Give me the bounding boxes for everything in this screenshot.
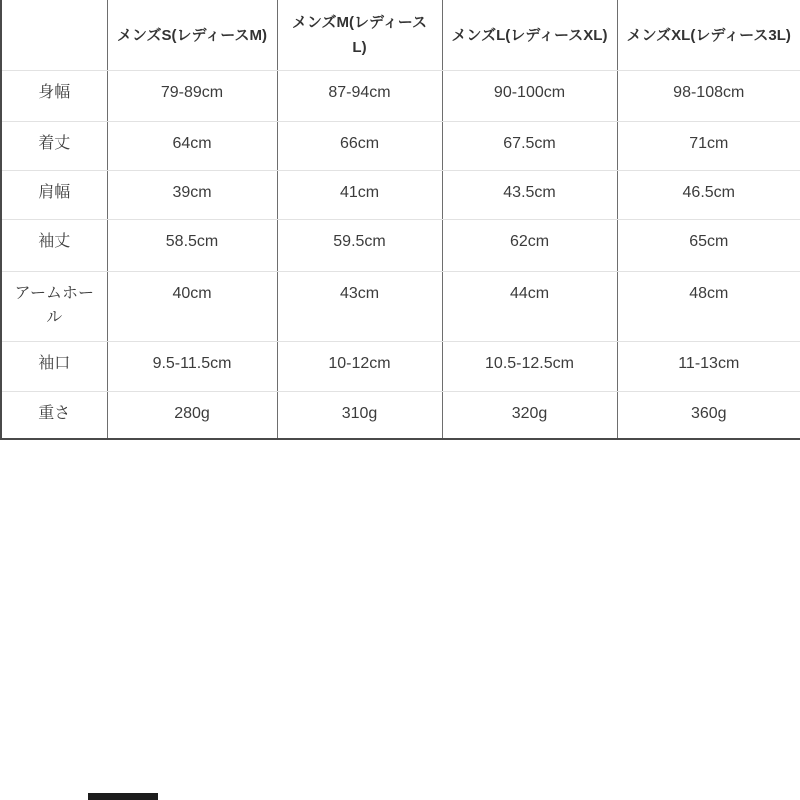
row-label: 着丈 bbox=[1, 122, 107, 171]
header-row bbox=[1, 0, 800, 71]
table-row bbox=[1, 122, 800, 171]
value-cell: 9.5-11.5cm bbox=[107, 342, 277, 392]
table-row bbox=[1, 171, 800, 220]
value-cell: 39cm bbox=[107, 171, 277, 220]
row-label: アームホール bbox=[1, 272, 107, 342]
row-label: 重さ bbox=[1, 392, 107, 439]
value-cell: 67.5cm bbox=[442, 122, 617, 171]
value-cell: 87-94cm bbox=[277, 71, 442, 122]
row-label: 袖丈 bbox=[1, 220, 107, 272]
value-cell: 62cm bbox=[442, 220, 617, 272]
value-cell: 46.5cm bbox=[617, 171, 800, 220]
value-cell: 71cm bbox=[617, 122, 800, 171]
row-label: 肩幅 bbox=[1, 171, 107, 220]
value-cell: 11-13cm bbox=[617, 342, 800, 392]
column-header: メンズXL(レディース3L) bbox=[617, 0, 800, 71]
table-row bbox=[1, 342, 800, 392]
table-row bbox=[1, 392, 800, 439]
value-cell: 66cm bbox=[277, 122, 442, 171]
value-cell: 10-12cm bbox=[277, 342, 442, 392]
value-cell: 58.5cm bbox=[107, 220, 277, 272]
column-header: メンズL(レディースXL) bbox=[442, 0, 617, 71]
value-cell: 48cm bbox=[617, 272, 800, 342]
value-cell: 90-100cm bbox=[442, 71, 617, 122]
value-cell: 43.5cm bbox=[442, 171, 617, 220]
column-header: メンズS(レディースM) bbox=[107, 0, 277, 71]
value-cell: 59.5cm bbox=[277, 220, 442, 272]
value-cell: 10.5-12.5cm bbox=[442, 342, 617, 392]
table-row bbox=[1, 272, 800, 342]
value-cell: 44cm bbox=[442, 272, 617, 342]
value-cell: 64cm bbox=[107, 122, 277, 171]
value-cell: 320g bbox=[442, 392, 617, 439]
corner-cell bbox=[1, 0, 107, 71]
partial-bottom-bar bbox=[88, 793, 158, 800]
value-cell: 310g bbox=[277, 392, 442, 439]
value-cell: 360g bbox=[617, 392, 800, 439]
table-row bbox=[1, 220, 800, 272]
size-table-body bbox=[1, 71, 800, 439]
value-cell: 79-89cm bbox=[107, 71, 277, 122]
value-cell: 40cm bbox=[107, 272, 277, 342]
value-cell: 65cm bbox=[617, 220, 800, 272]
row-label: 袖口 bbox=[1, 342, 107, 392]
size-table-header bbox=[1, 0, 800, 71]
table-row bbox=[1, 71, 800, 122]
value-cell: 41cm bbox=[277, 171, 442, 220]
value-cell: 43cm bbox=[277, 272, 442, 342]
row-label: 身幅 bbox=[1, 71, 107, 122]
value-cell: 98-108cm bbox=[617, 71, 800, 122]
value-cell: 280g bbox=[107, 392, 277, 439]
column-header: メンズM(レディースL) bbox=[277, 0, 442, 71]
